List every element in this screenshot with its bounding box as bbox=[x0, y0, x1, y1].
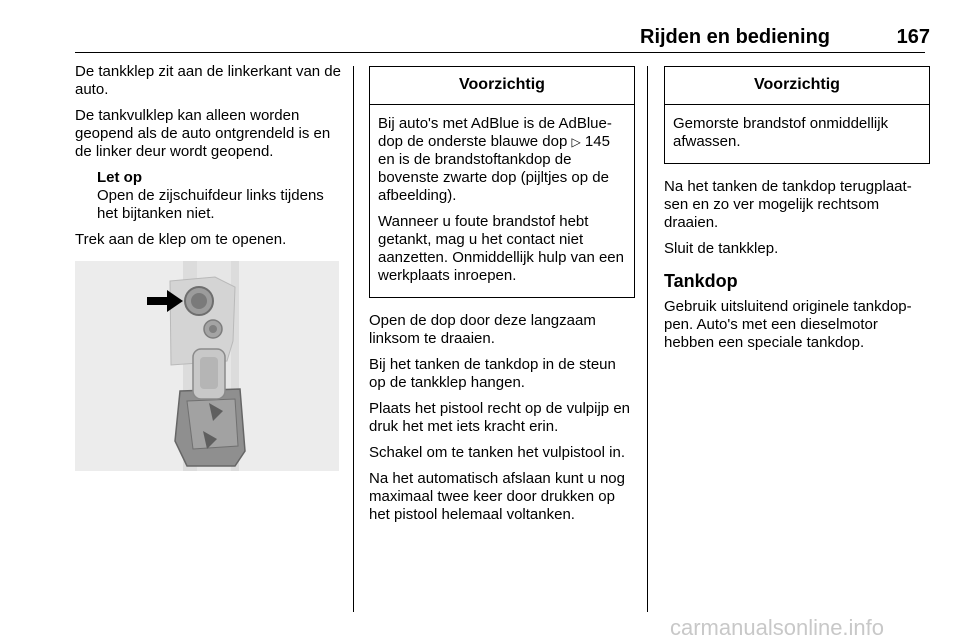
caution-body bbox=[370, 105, 634, 297]
note-text: Open de zijschuifdeur links tijdens het bijtanken niet. bbox=[97, 187, 324, 222]
paragraph: Na het automatisch afslaan kunt u nog maximaal twee keer door drukken op het pistool helemaal voltanken. bbox=[369, 470, 625, 523]
paragraph: Schakel om te tanken het vulpistool in. bbox=[369, 444, 625, 461]
page-reference[interactable]: 145 bbox=[584, 133, 610, 150]
column-2 bbox=[369, 63, 635, 532]
paragraph: Trek aan de klep om te openen. bbox=[75, 231, 287, 248]
paragraph: Sluit de tankklep. bbox=[664, 240, 779, 257]
column-divider-1 bbox=[353, 66, 354, 612]
paragraph: Plaats het pistool recht op de vulpijp en druk het met iets kracht erin. bbox=[369, 400, 630, 435]
paragraph: Open de dop door deze langzaam linksom te draaien. bbox=[369, 312, 596, 347]
caution-box bbox=[369, 66, 635, 298]
caution-text: Wanneer u foute brandstof hebt getankt, mag u het contact niet aanzetten. Onmiddellijk hulp van een werkplaats inroepen. bbox=[378, 213, 624, 284]
caution-box bbox=[664, 66, 930, 164]
column-3 bbox=[664, 63, 930, 360]
paragraph: De tankvulklep kan alleen worden geopend als de auto ontgrendeld is en de linker deur wordt geopend. bbox=[75, 107, 331, 160]
header-title: Rijden en bediening bbox=[640, 26, 831, 48]
paragraph: Bij het tanken de tankdop in de steun op de tankklep hangen. bbox=[369, 356, 616, 391]
header-rule bbox=[75, 52, 925, 53]
watermark: carmanualsonline.info bbox=[670, 615, 885, 640]
note-label: Let op bbox=[97, 169, 142, 186]
paragraph: Na het tanken de tankdop terugplaatsen en zo ver mogelijk rechtsom draaien. bbox=[664, 178, 912, 231]
column-1 bbox=[75, 63, 343, 471]
triangle-right-icon: ▷ bbox=[571, 135, 581, 149]
paragraph: De tankklep zit aan de linkerkant van de auto. bbox=[75, 63, 341, 98]
paragraph: Gebruik uitsluitend originele tankdoppen. Auto's met een dieselmotor hebben een speciale tankdop. bbox=[664, 298, 912, 351]
section-heading: Tankdop bbox=[664, 271, 738, 291]
page-number: 167 bbox=[896, 26, 930, 48]
caution-text: Bij auto's met AdBlue is de AdBlue-dop de onderste blauwe dop ▷ 145 en is de brandstoftankdop de bovenste zwarte dop (pijltjes op de afbeelding). bbox=[378, 115, 612, 204]
column-divider-2 bbox=[647, 66, 648, 612]
caution-body bbox=[665, 105, 929, 163]
caution-title: Voorzichtig bbox=[665, 67, 929, 105]
caution-text: Gemorste brandstof onmiddellijk afwassen. bbox=[673, 115, 889, 150]
fuel-flap-figure bbox=[75, 261, 339, 471]
note-block bbox=[97, 169, 343, 223]
caution-title: Voorzichtig bbox=[370, 67, 634, 105]
